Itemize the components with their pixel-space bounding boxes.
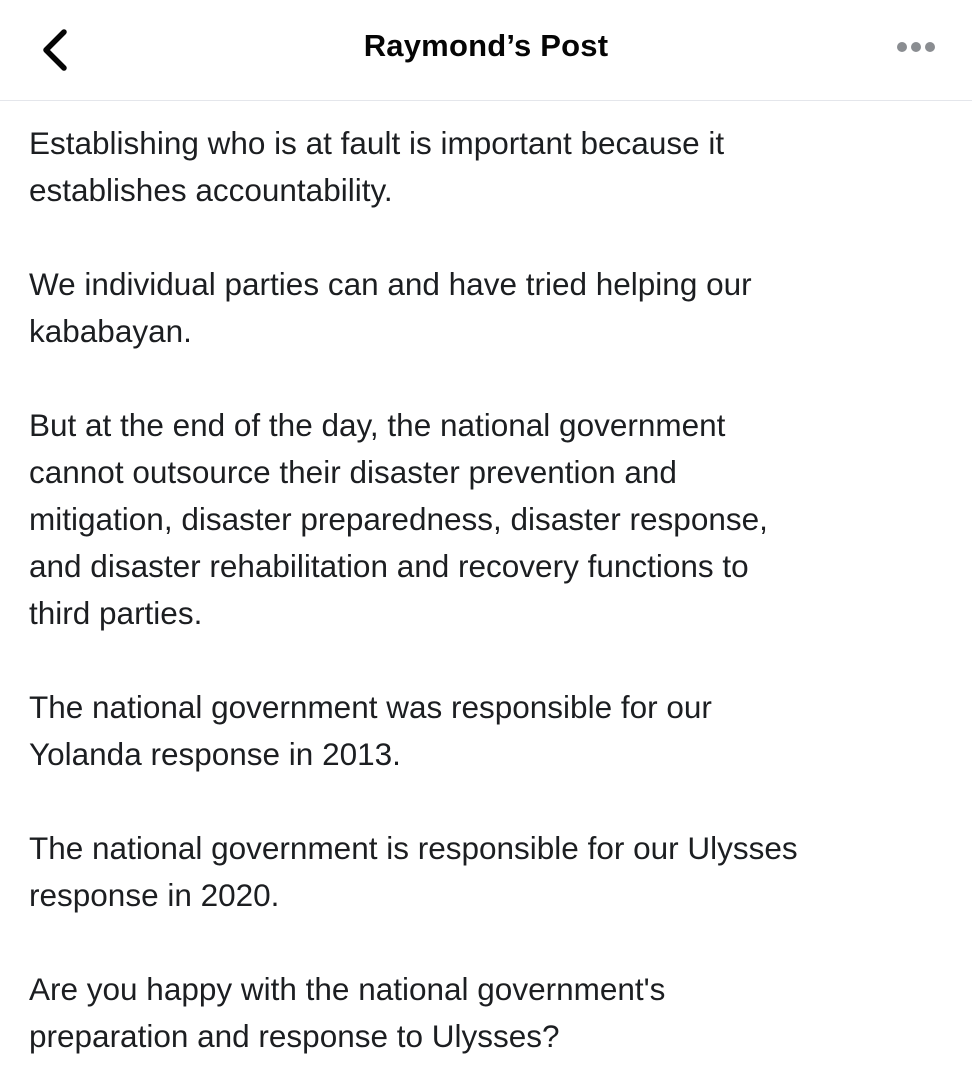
post-paragraph: The national government was responsible for our Yolanda response in 2013.: [29, 689, 712, 772]
more-horizontal-icon: [911, 42, 921, 52]
post-paragraph: Are you happy with the national government's preparation and response to Ulysses?: [29, 971, 666, 1054]
post-text: [29, 120, 944, 1060]
more-horizontal-icon: [925, 42, 935, 52]
back-button[interactable]: [28, 22, 84, 78]
post-paragraph: The national government is responsible for our Ulysses response in 2020.: [29, 830, 798, 913]
page-title: Raymond’s Post: [363, 28, 609, 63]
chevron-left-icon: [38, 28, 74, 72]
more-horizontal-icon: [897, 42, 907, 52]
post-paragraph: Establishing who is at fault is important because it establishes accountability.: [29, 125, 725, 208]
more-options-button[interactable]: [880, 26, 950, 70]
post-paragraph: But at the end of the day, the national government cannot outsource their disaster prevention and mitigation, disaster preparedness, disaster response, and disaster rehabilitation and recovery functions to third parties.: [29, 407, 768, 631]
post-paragraph: We individual parties can and have tried helping our kababayan.: [29, 266, 752, 349]
post-header: [0, 0, 972, 101]
